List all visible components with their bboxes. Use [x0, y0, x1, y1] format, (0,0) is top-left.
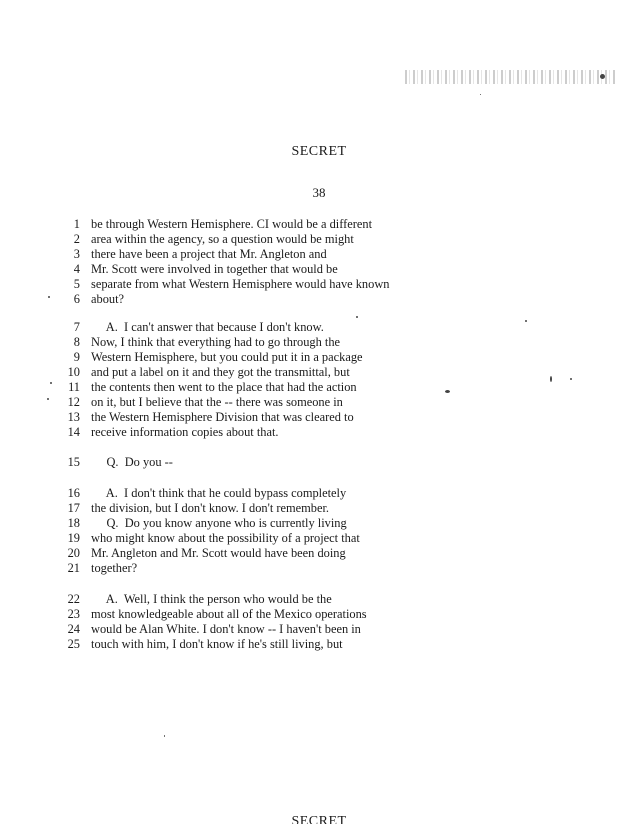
line-number: 16: [67, 486, 80, 500]
line-text: about?: [91, 292, 125, 306]
line-text: the contents then went to the place that had the action: [91, 380, 357, 394]
line-number: 11: [68, 380, 80, 394]
line-number: 15: [67, 455, 80, 469]
transcript-line: [60, 262, 338, 277]
line-text: the division, but I don't know. I don't remember.: [91, 501, 330, 515]
transcript-line: [60, 410, 354, 425]
line-number: 4: [73, 262, 80, 276]
transcript-line: [60, 501, 330, 516]
scan-speck: [48, 296, 50, 298]
line-text: Mr. Scott were involved in together that would be: [91, 262, 338, 276]
scan-speck: [445, 390, 450, 393]
transcript-line: [60, 561, 138, 576]
line-number: 6: [73, 292, 80, 306]
scan-speck: [356, 316, 358, 318]
line-number: 17: [67, 501, 80, 515]
scan-speck: [47, 398, 49, 400]
transcript-line: [60, 546, 346, 561]
scan-speck: [600, 74, 605, 79]
line-number: 25: [67, 637, 80, 651]
transcript-line: [60, 232, 354, 247]
scan-speck: [550, 376, 552, 382]
transcript-line: [60, 622, 361, 637]
transcript-line: [60, 217, 373, 232]
transcript-line: [60, 592, 332, 607]
line-number: 19: [67, 531, 80, 545]
line-text: together?: [91, 561, 138, 575]
transcript-line: [60, 292, 125, 307]
transcript-line: [60, 425, 279, 440]
line-number: 12: [67, 395, 80, 409]
line-text: receive information copies about that.: [91, 425, 279, 439]
line-text: Western Hemisphere, but you could put it in a package: [91, 350, 363, 364]
line-text: area within the agency, so a question would be might: [91, 232, 354, 246]
line-text: and put a label on it and they got the transmittal, but: [91, 365, 350, 379]
line-number: 10: [67, 365, 80, 379]
header-classification: SECRET: [291, 144, 347, 159]
line-text: Now, I think that everything had to go through the: [91, 335, 341, 349]
line-number: 22: [67, 592, 80, 606]
line-text: touch with him, I don't know if he's still living, but: [91, 637, 343, 651]
line-text: A. I don't think that he could bypass completely: [91, 486, 347, 500]
line-number: 5: [73, 277, 80, 291]
scan-speck: [50, 382, 52, 384]
scan-speck: [164, 735, 165, 737]
line-number: 18: [67, 516, 80, 530]
transcript-line: [60, 531, 360, 546]
line-number: 20: [67, 546, 80, 560]
transcript-line: [60, 335, 341, 350]
line-number: 21: [67, 561, 80, 575]
line-text: there have been a project that Mr. Angleton and: [91, 247, 327, 261]
scan-speck: [480, 94, 481, 95]
transcript-line: [60, 607, 367, 622]
page-number: 38: [312, 185, 326, 200]
line-text: A. I can't answer that because I don't know.: [91, 320, 324, 334]
transcript-line: [60, 350, 363, 365]
line-text: separate from what Western Hemisphere would have known: [91, 277, 390, 291]
line-number: 14: [67, 425, 80, 439]
scan-artifact: [405, 70, 615, 84]
line-text: who might know about the possibility of a project that: [91, 531, 360, 545]
line-number: 1: [73, 217, 80, 231]
transcript-line: [60, 277, 390, 292]
line-number: 9: [73, 350, 80, 364]
line-text: Q. Do you --: [91, 455, 173, 469]
transcript-line: [60, 455, 173, 470]
transcript-line: [60, 516, 347, 531]
scan-speck: [570, 378, 572, 380]
line-number: 8: [73, 335, 80, 349]
line-text: would be Alan White. I don't know -- I haven't been in: [91, 622, 361, 636]
line-text: A. Well, I think the person who would be the: [91, 592, 332, 606]
line-number: 23: [67, 607, 80, 621]
line-number: 24: [67, 622, 80, 636]
line-text: most knowledgeable about all of the Mexico operations: [91, 607, 367, 621]
transcript-line: [60, 395, 343, 410]
footer-classification: SECRET: [291, 814, 347, 824]
transcript-line: [60, 380, 357, 395]
line-number: 3: [73, 247, 80, 261]
line-number: 7: [73, 320, 80, 334]
transcript-line: [60, 247, 327, 262]
line-text: on it, but I believe that the -- there was someone in: [91, 395, 343, 409]
line-number: 2: [73, 232, 80, 246]
line-text: Mr. Angleton and Mr. Scott would have been doing: [91, 546, 346, 560]
line-text: the Western Hemisphere Division that was cleared to: [91, 410, 354, 424]
transcript-line: [60, 637, 343, 652]
transcript-line: [60, 365, 350, 380]
line-text: Q. Do you know anyone who is currently living: [91, 516, 347, 530]
transcript-line: [60, 486, 347, 501]
line-text: be through Western Hemisphere. CI would be a different: [91, 217, 373, 231]
scan-speck: [525, 320, 527, 322]
transcript-line: [60, 320, 324, 335]
line-number: 13: [67, 410, 80, 424]
